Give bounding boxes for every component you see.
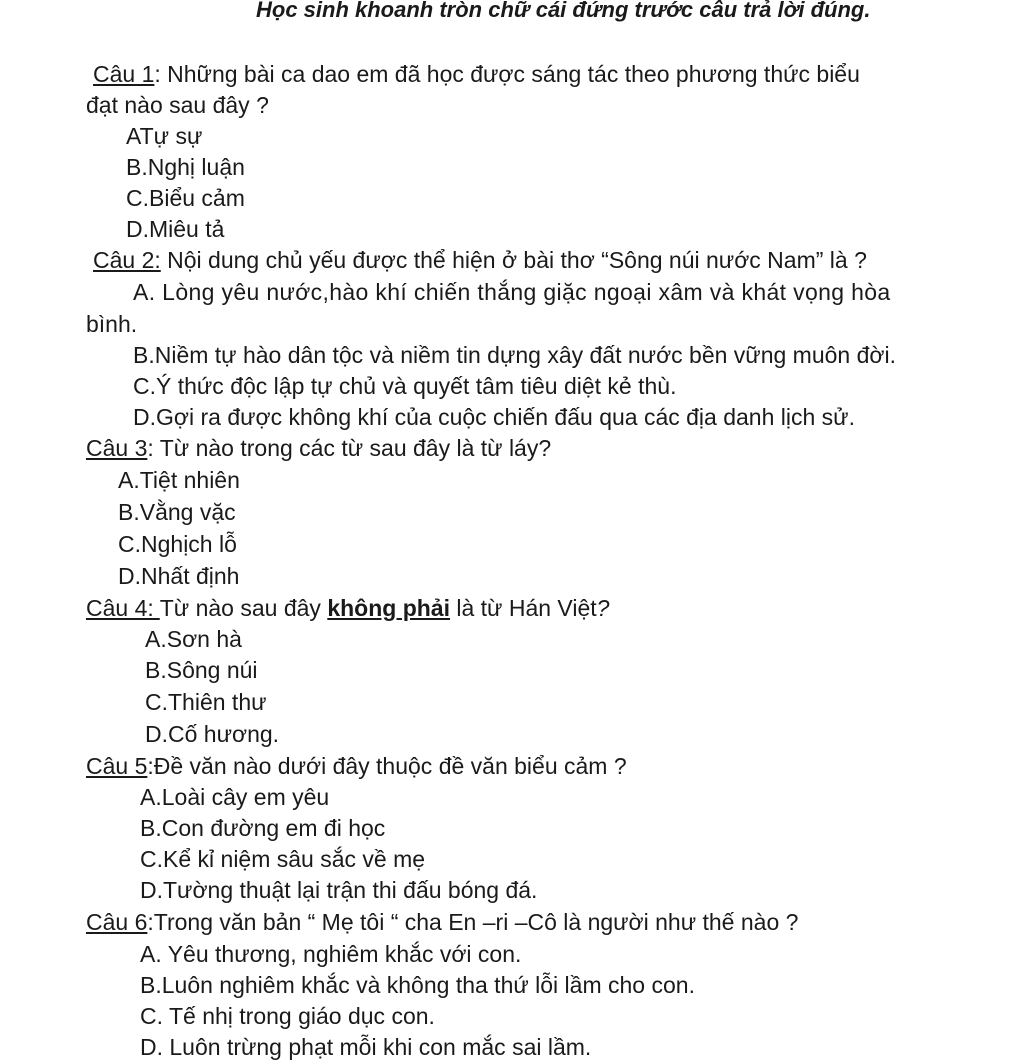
option-c[interactable]: C. Tế nhị trong giáo dục con. (140, 1003, 435, 1029)
question-label: Câu 1 (93, 61, 155, 87)
question-text-end: là từ Hán Việt (449, 595, 597, 621)
question-label: Câu 2: (93, 247, 161, 273)
option-a[interactable]: A.Tiệt nhiên (118, 467, 240, 493)
option-b[interactable]: B.Vằng vặc (118, 499, 236, 525)
question-text: Những bài ca dao em đã học được sáng tác theo phương thức biểu (167, 61, 860, 87)
question-text: :Trong văn bản “ Mẹ tôi “ cha En –ri –Cô là người như thế nào ? (147, 909, 799, 935)
option-a[interactable]: A. Yêu thương, nghiêm khắc với con. (140, 941, 522, 967)
option-a[interactable]: A. Lòng yêu nước,hào khí chiến thắng giặc ngoại xâm và khát vọng hòa (133, 279, 891, 305)
question-label: Câu 6 (86, 909, 148, 935)
option-b[interactable]: B.Con đường em đi học (140, 815, 386, 841)
question-text: Từ nào trong các từ sau đây là từ láy? (159, 435, 552, 461)
option-a[interactable]: A.Loài cây em yêu (140, 784, 330, 810)
instruction-heading: Học sinh khoanh tròn chữ cái đứng trước câu trả lời đúng. (256, 0, 871, 22)
question-text-continued: đạt nào sau đây ? (86, 92, 269, 118)
option-a-continued: bình. (86, 311, 138, 337)
question-5 (86, 752, 627, 780)
question-1 (93, 60, 860, 88)
option-d[interactable]: D. Luôn trừng phạt mỗi khi con mắc sai lầm. (140, 1034, 592, 1060)
question-2 (93, 246, 867, 274)
question-text: Từ nào sau đây (159, 595, 328, 621)
question-mark: ? (596, 595, 610, 621)
option-c[interactable]: C.Ý thức độc lập tự chủ và quyết tâm tiêu diệt kẻ thù. (133, 373, 677, 399)
option-a[interactable]: A.Sơn hà (145, 626, 242, 652)
option-d[interactable]: D.Tường thuật lại trận thi đấu bóng đá. (140, 877, 538, 903)
option-c[interactable]: C.Kể kỉ niệm sâu sắc về mẹ (140, 846, 426, 872)
question-label: Câu 5 (86, 753, 148, 779)
option-b[interactable]: B.Niềm tự hào dân tộc và niềm tin dựng xây đất nước bền vững muôn đời. (133, 342, 896, 368)
question-3 (86, 434, 551, 462)
question-separator: : (147, 435, 160, 461)
option-b[interactable]: B.Luôn nghiêm khắc và không tha thứ lỗi lầm cho con. (140, 972, 695, 998)
option-b[interactable]: B.Sông núi (145, 657, 258, 683)
option-d[interactable]: D.Cố hương. (145, 721, 280, 747)
option-c[interactable]: C.Thiên thư (145, 689, 267, 715)
question-text: Nội dung chủ yếu được thể hiện ở bài thơ “Sông núi nước Nam” là ? (160, 247, 867, 273)
option-a[interactable]: ATự sự (126, 123, 203, 149)
question-6 (86, 908, 798, 936)
option-d[interactable]: D.Miêu tả (126, 216, 225, 242)
question-4 (86, 594, 609, 622)
emphasis-text: không phải (327, 595, 450, 621)
question-separator: : (154, 61, 168, 87)
option-c[interactable]: C.Biểu cảm (126, 185, 245, 211)
option-b[interactable]: B.Nghị luận (126, 154, 245, 180)
option-c[interactable]: C.Nghịch lỗ (118, 531, 237, 557)
option-d[interactable]: D.Gợi ra được không khí của cuộc chiến đấu qua các địa danh lịch sử. (133, 404, 855, 430)
question-text: :Đề văn nào dưới đây thuộc đề văn biểu cảm ? (147, 753, 627, 779)
question-label: Câu 4: (86, 595, 160, 621)
question-label: Câu 3 (86, 435, 148, 461)
option-d[interactable]: D.Nhất định (118, 563, 240, 589)
